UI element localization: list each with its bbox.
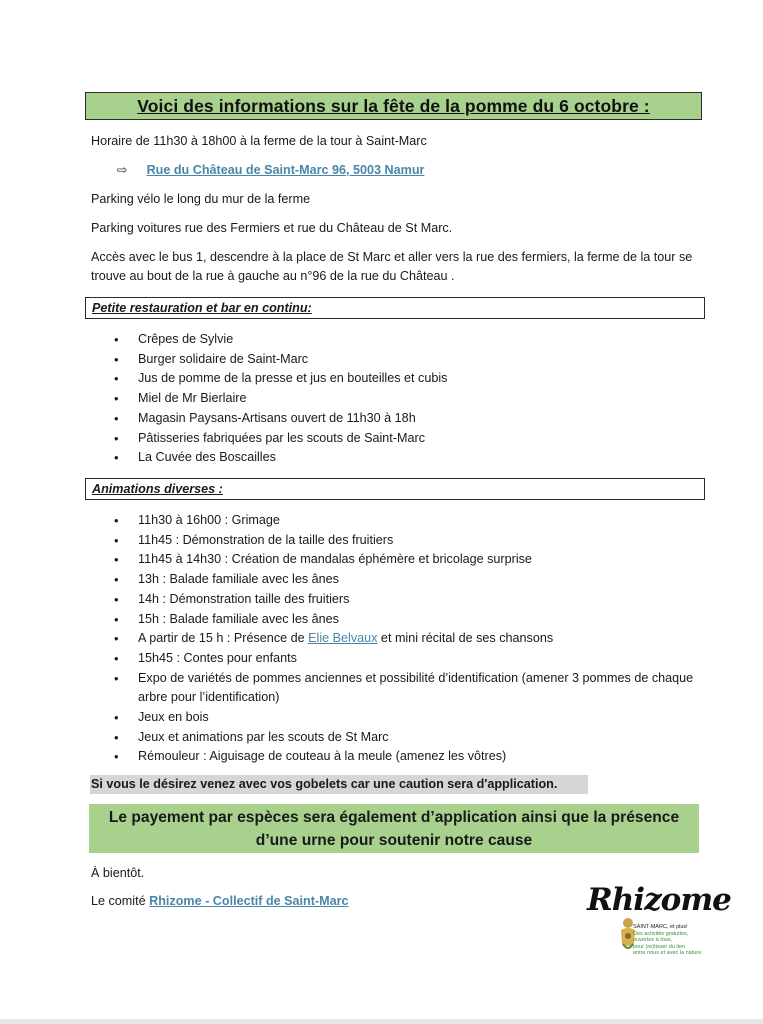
rhizome-logo <box>583 880 731 960</box>
list-item: • Jeux en bois <box>112 708 698 728</box>
logo-tagline-line: pour (re)tisser du lien <box>633 943 685 950</box>
logo-tagline-line: ouvertes à tous, <box>633 937 673 943</box>
animations-list <box>112 511 698 767</box>
list-item: • Magasin Paysans-Artisans ouvert de 11h30 à 18h <box>112 409 447 429</box>
list-item: • 11h45 à 14h30 : Création de mandalas éphémère et bricolage surprise <box>112 550 698 570</box>
address-line <box>117 161 424 179</box>
list-item: • Miel de Mr Bierlaire <box>112 389 447 409</box>
logo-tagline-line: entre nous et avec la nature. <box>633 950 703 956</box>
list-item: • Jus de pomme de la presse et jus en bouteilles et cubis <box>112 369 447 389</box>
animations-heading-box <box>85 478 705 500</box>
restauration-heading: Petite restauration et bar en continu: <box>92 301 312 315</box>
address-link[interactable]: Rue du Château de Saint-Marc 96, 5003 Namur <box>146 163 425 177</box>
signature-line <box>91 892 349 910</box>
list-item: • 11h45 : Démonstration de la taille des fruitiers <box>112 531 698 551</box>
horaire-text: Horaire de 11h30 à 18h00 à la ferme de la tour à Saint-Marc <box>91 134 427 148</box>
elie-belvaux-link[interactable]: Elie Belvaux <box>308 631 378 646</box>
payement-text: Le payement par espèces sera également d’application ainsi que la présence d’une urne pour soutenir notre cause <box>108 808 680 849</box>
rhizome-link[interactable]: Rhizome - Collectif de Saint-Marc <box>149 894 349 908</box>
gobelets-note: Si vous le désirez venez avec vos gobelets car une caution sera d'application. <box>90 775 588 794</box>
logo-tagline-line: Des activités gratuites, <box>633 930 689 937</box>
page-title: Voici des informations sur la fête de la pomme du 6 octobre : <box>137 95 650 116</box>
parking-velo-text: Parking vélo le long du mur de la ferme <box>91 192 311 206</box>
list-item: • 15h45 : Contes pour enfants <box>112 649 698 669</box>
acces-text: Accès avec le bus 1, descendre à la place de St Marc et aller vers la rue des fermiers, la ferme de la tour se trouve au bout de la rue à gauche au n°96 de la rue du Château . <box>91 250 693 283</box>
list-item: • 11h30 à 16h00 : Grimage <box>112 511 698 531</box>
list-item: • 15h : Balade familiale avec les ânes <box>112 610 698 630</box>
logo-wordmark: Rhizome <box>587 882 731 918</box>
list-item: • 13h : Balade familiale avec les ânes <box>112 570 698 590</box>
animations-heading: Animations diverses : <box>92 482 223 496</box>
restauration-heading-box <box>85 297 705 319</box>
list-item: • Pâtisseries fabriquées par les scouts de Saint-Marc <box>112 429 447 449</box>
restauration-list <box>112 330 447 468</box>
closing-text: À bientôt. <box>91 866 145 880</box>
list-item: • Crêpes de Sylvie <box>112 330 447 350</box>
parking-voitures-text: Parking voitures rue des Fermiers et rue du Château de St Marc. <box>91 221 453 235</box>
presence-prefix: A partir de 15 h : Présence de <box>138 631 309 646</box>
payement-banner <box>89 804 699 853</box>
title-banner <box>85 92 702 120</box>
list-item: • 14h : Démonstration taille des fruitiers <box>112 590 698 610</box>
list-item: • La Cuvée des Boscailles <box>112 448 447 468</box>
arrow-icon: ⇨ <box>117 163 128 177</box>
list-item-presence <box>112 629 698 649</box>
presence-suffix: et mini récital de ses chansons <box>377 631 554 646</box>
list-item: • Rémouleur : Aiguisage de couteau à la meule (amenez les vôtres) <box>112 747 698 767</box>
signature-prefix: Le comité <box>91 894 150 908</box>
list-item: • Burger solidaire de Saint-Marc <box>112 350 447 370</box>
logo-tagline-line: SAINT-MARC, et plus! <box>633 924 688 930</box>
page-bottom-edge <box>0 1019 763 1024</box>
list-item: • Expo de variétés de pommes anciennes et possibilité d’identification (amener 3 pommes de chaque arbre pour l’identification) <box>112 669 698 708</box>
list-item: • Jeux et animations par les scouts de St Marc <box>112 728 698 748</box>
logo-tagline <box>633 924 728 957</box>
